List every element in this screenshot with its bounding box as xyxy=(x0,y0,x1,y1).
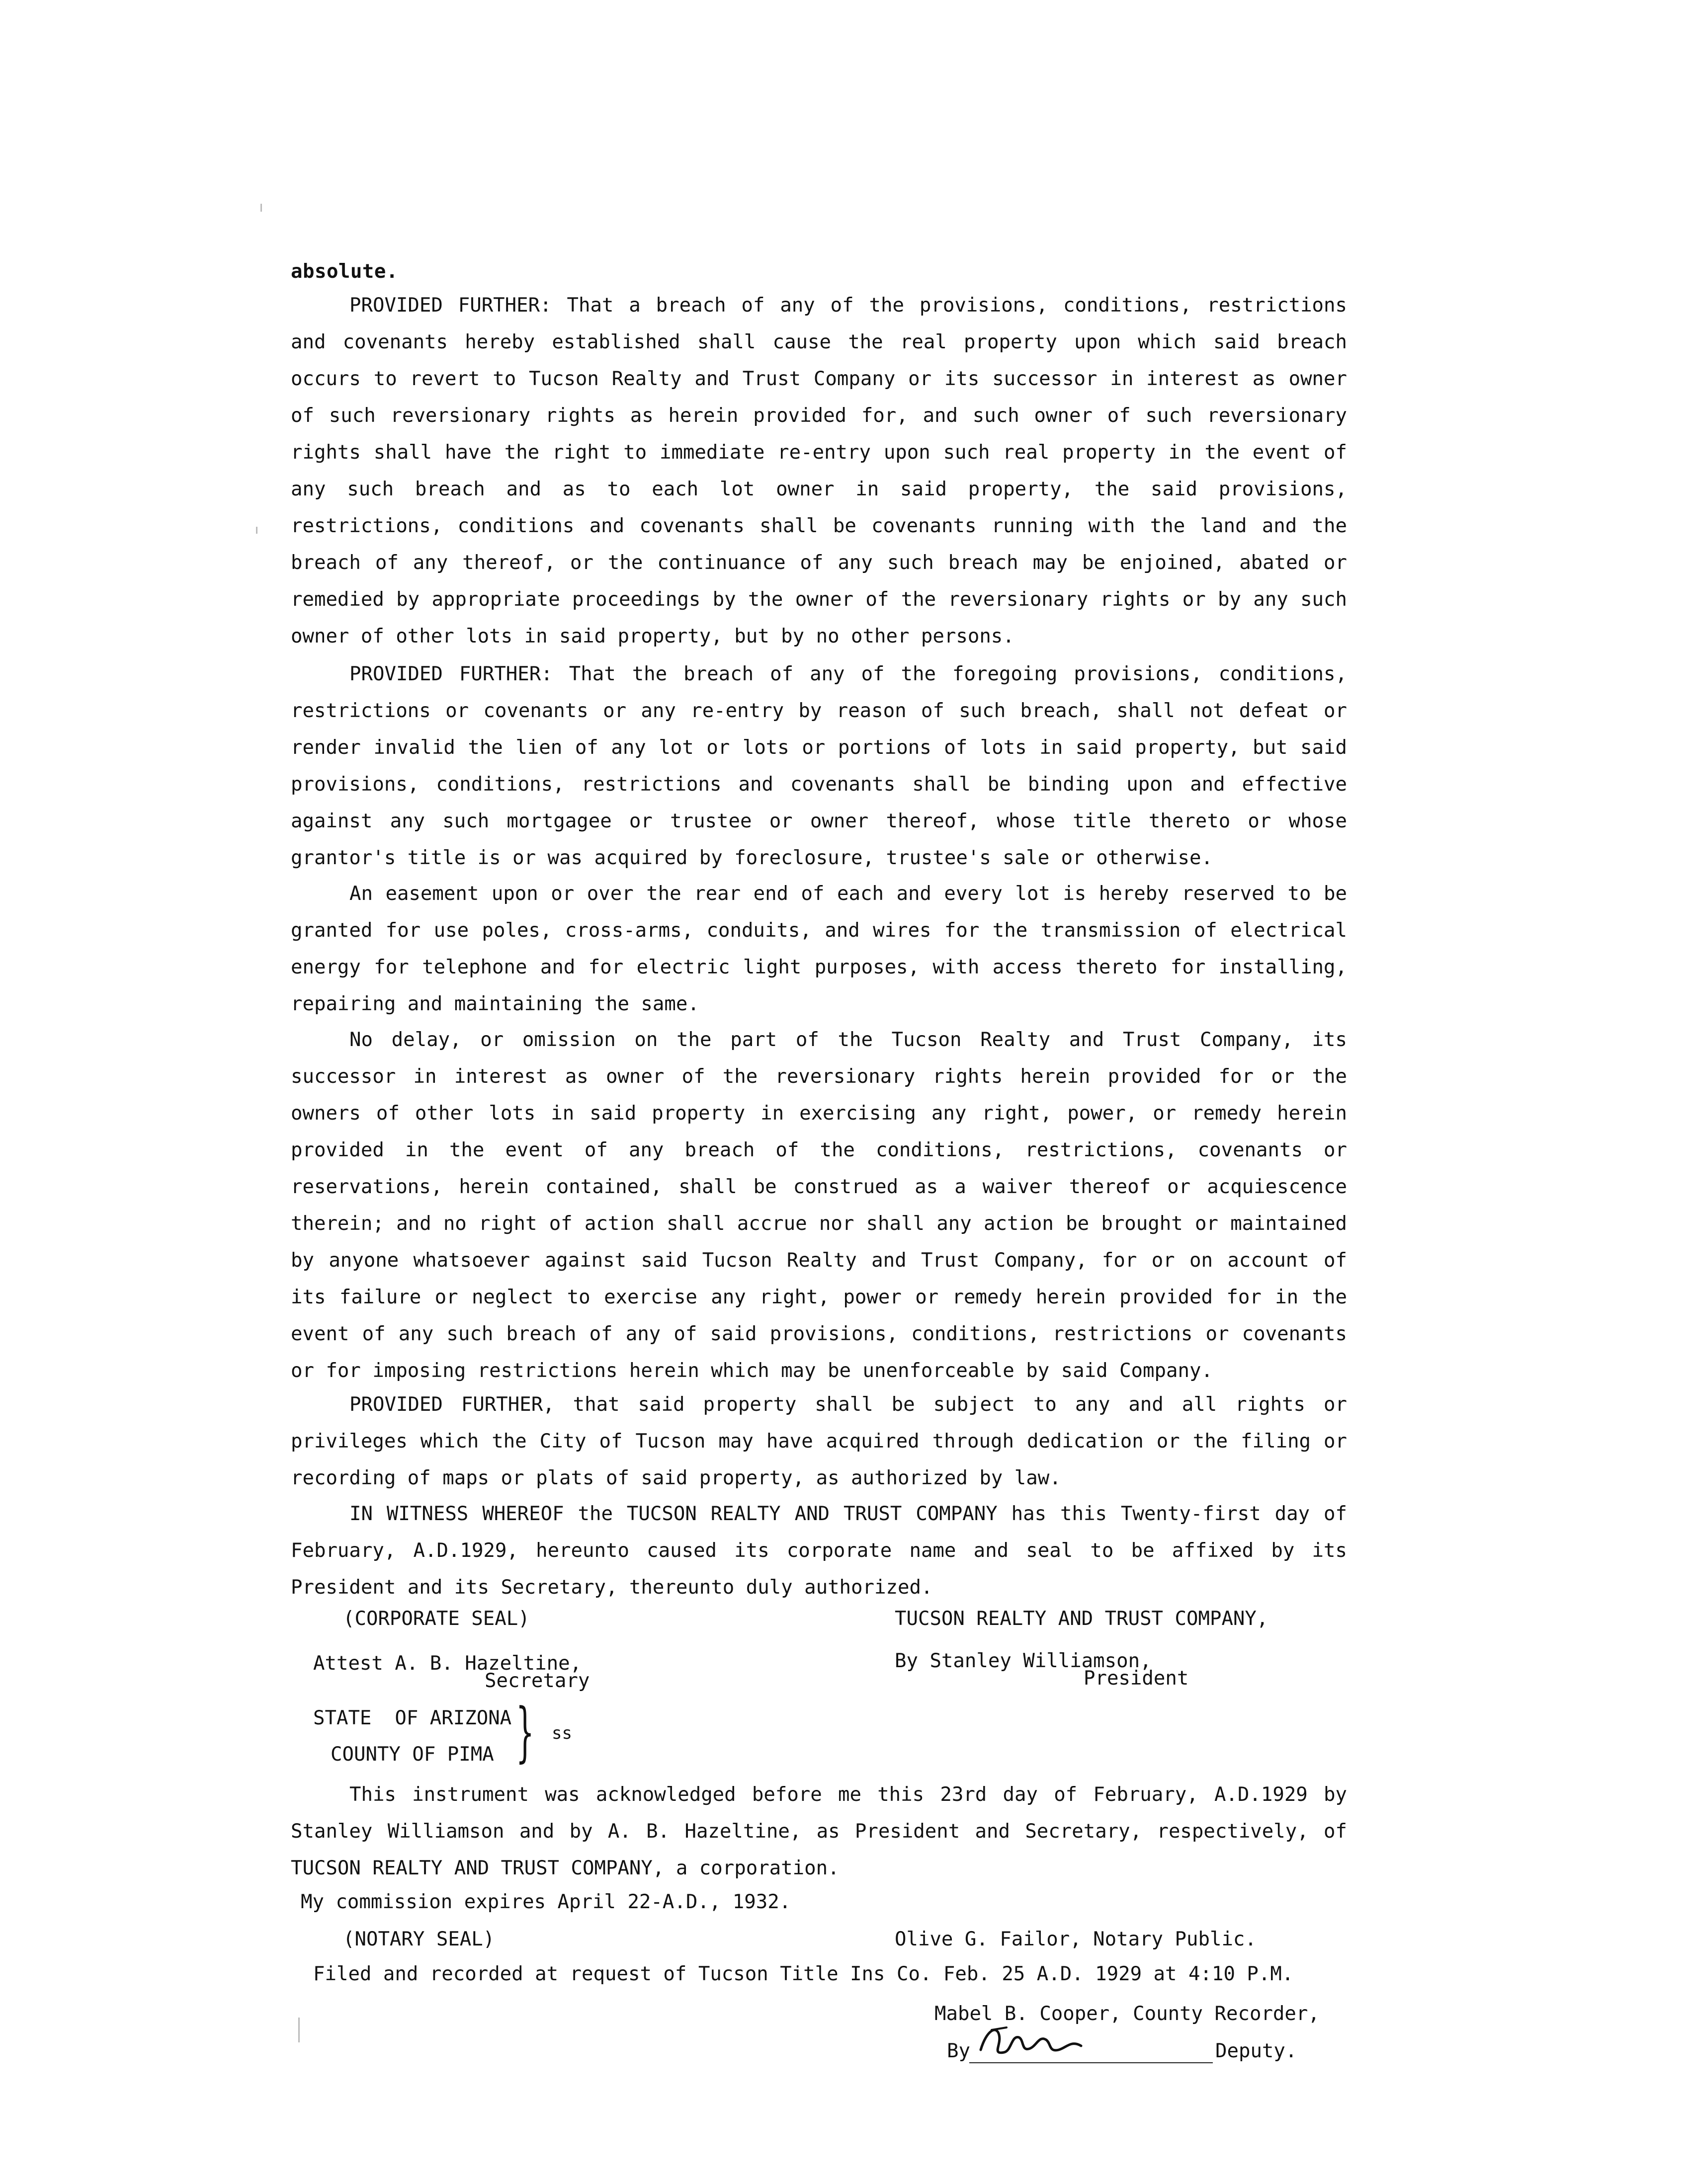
attest-line: Attest A. B. Hazeltine, xyxy=(313,1652,582,1675)
paragraph-no-delay xyxy=(291,1022,1347,1389)
paragraph-in-witness xyxy=(291,1496,1347,1606)
paragraph-provided-further-2 xyxy=(291,656,1347,877)
paragraph-text: PROVIDED FURTHER: That the breach of any of the foregoing provisions, conditions, restrictions or covenants or any re-entry by reason of such breach, shall not defeat or render invalid the lien of any lot or lots or portions of lots in said property, but said provisions, conditions, restrictions and covenants shall be binding upon and effective against any such mortgagee or trustee or owner thereof, whose title thereto or whose grantor's title is or was acquired by foreclosure, trustee's sale or otherwise. xyxy=(291,663,1347,869)
deputy-signature-line xyxy=(969,2062,1213,2063)
ss-label: ss xyxy=(552,1723,572,1743)
by-president-line: By Stanley Williamson, xyxy=(895,1650,1152,1672)
notary-seal-label: (NOTARY SEAL) xyxy=(343,1928,495,1950)
attest-title: Secretary xyxy=(485,1670,590,1692)
paragraph-text: No delay, or omission on the part of the Tucson Realty and Trust Company, its successor in interest as owner of the reversionary rights herein provided for or the owners of other lots in said property in exercising any right, power, or remedy herein provided in the event of any breach of the conditions, restrictions, covenants or reservations, herein contained, shall be construed as a waiver thereof or acquiescence therein; and no right of action shall accrue nor shall any action be brought or maintained by anyone whatsoever against said Tucson Realty and Trust Company, for or on account of its failure or neglect to exercise any right, power or remedy herein provided for in the event of any such breach of any of said provisions, conditions, restrictions or covenants or for imposing restrictions herein which may be unenforceable by said Company. xyxy=(291,1029,1347,1382)
deputy-label: Deputy. xyxy=(1215,2040,1297,2062)
scan-mark xyxy=(256,527,257,534)
brace-symbol: } xyxy=(515,1694,534,1770)
paragraph-easement xyxy=(291,876,1347,1023)
recorder-line: Mabel B. Cooper, County Recorder, xyxy=(934,2003,1320,2025)
paragraph-text: An easement upon or over the rear end of each and every lot is hereby reserved to be granted for use poles, cross-arms, conduits, and wires for the transmission of electrical energy for telephone and for electric light purposes, with access thereto for installing, repairing and maintaining the same. xyxy=(291,883,1347,1015)
paragraph-provided-further-3 xyxy=(291,1386,1347,1497)
state-line: STATE OF ARIZONA xyxy=(313,1707,512,1729)
paragraph-text: PROVIDED FURTHER: That a breach of any of the provisions, conditions, restrictions and covenants hereby established shall cause the real property upon which said breach occurs to revert to Tucson Realty and Trust Company or its successor in interest as owner of such reversionary rights as herein provided for, and such owner of such reversionary rights shall have the right to immediate re-entry upon such real property in the event of any such breach and as to each lot owner in said property, the said provisions, restrictions, conditions and covenants shall be covenants running with the land and the breach of any thereof, or the continuance of any such breach may be enjoined, abated or remedied by appropriate proceedings by the owner of the reversionary rights or by any such owner of other lots in said property, but by no other persons. xyxy=(291,294,1347,647)
scan-mark xyxy=(298,2018,300,2042)
scan-mark xyxy=(260,204,262,212)
paragraph-provided-further-1 xyxy=(291,287,1347,655)
president-title: President xyxy=(1084,1667,1189,1690)
commission-line: My commission expires April 22-A.D., 1932. xyxy=(301,1891,791,1913)
paragraph-text: This instrument was acknowledged before me this 23rd day of February, A.D.1929 by Stanley Williamson and by A. B. Hazeltine, as President and Secretary, respectively, of TUCSON REALTY AND TRUST COMPANY, a corporation. xyxy=(291,1783,1347,1879)
by-deputy-prefix: By xyxy=(947,2040,970,2062)
paragraph-text: PROVIDED FURTHER, that said property shall be subject to any and all rights or privileges which the City of Tucson may have acquired through dedication or the filing or recording of maps or plats of said property, as authorized by law. xyxy=(291,1393,1347,1489)
paragraph-text: IN WITNESS WHEREOF the TUCSON REALTY AND TRUST COMPANY has this Twenty-first day of February, A.D.1929, hereunto caused its corporate name and seal to be affixed by its President and its Secretary, thereunto duly authorized. xyxy=(291,1503,1347,1599)
filed-line: Filed and recorded at request of Tucson Title Ins Co. Feb. 25 A.D. 1929 at 4:10 P.M. xyxy=(313,1963,1294,1985)
county-line: COUNTY OF PIMA xyxy=(331,1743,494,1766)
company-name: TUCSON REALTY AND TRUST COMPANY, xyxy=(895,1608,1268,1630)
acknowledgment-paragraph xyxy=(291,1777,1347,1887)
notary-name: Olive G. Failor, Notary Public. xyxy=(895,1928,1257,1950)
corporate-seal-label: (CORPORATE SEAL) xyxy=(343,1608,530,1630)
line-absolute: absolute. xyxy=(291,260,398,283)
deputy-signature xyxy=(977,2015,1086,2062)
